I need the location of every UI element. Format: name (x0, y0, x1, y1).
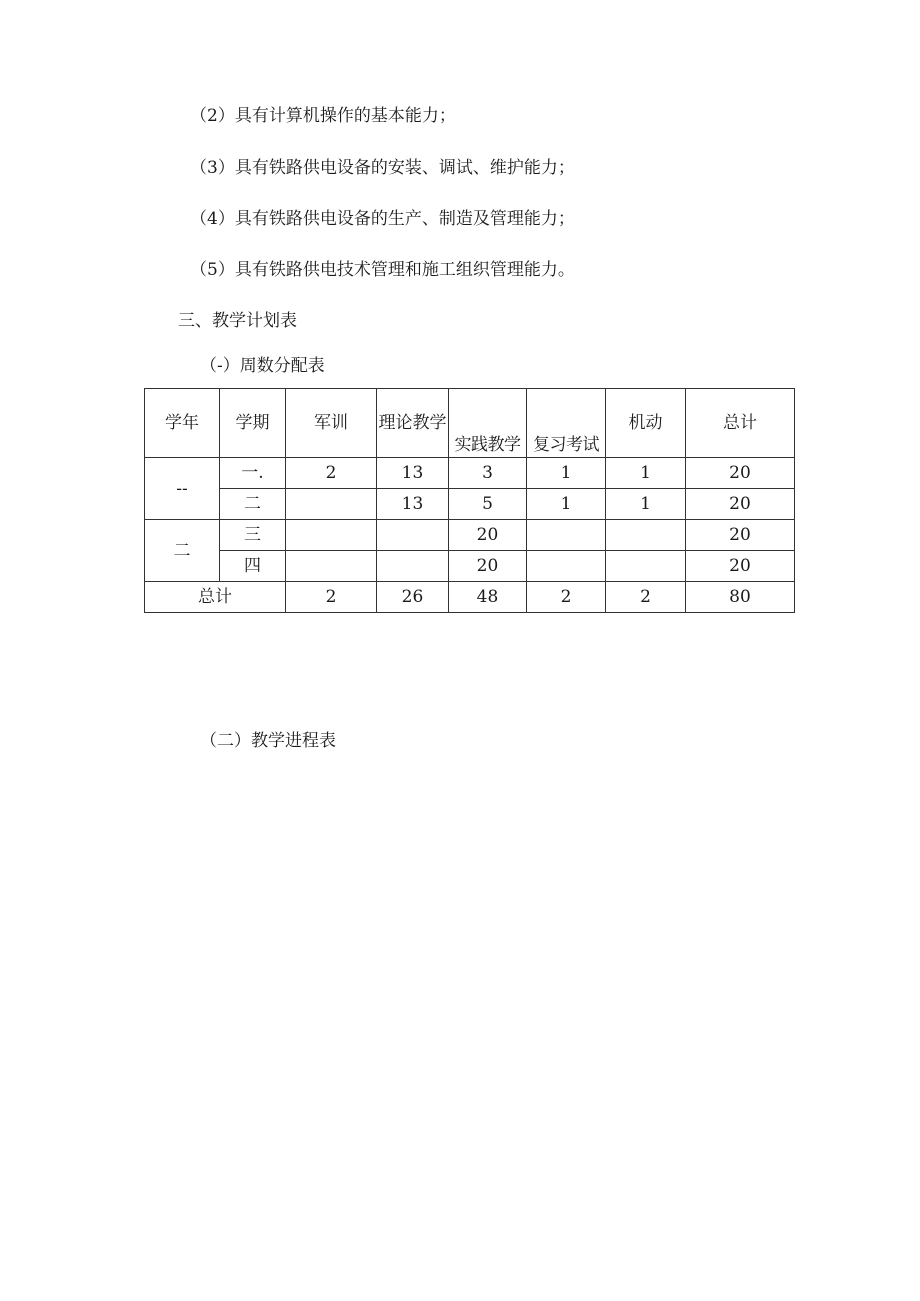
subsection-title-weeks: （-）周数分配表 (200, 356, 325, 376)
exam-cell: 1 (527, 458, 606, 489)
header-theory: 理论教学 (377, 389, 449, 458)
flexible-total: 2 (606, 582, 686, 613)
military-cell (286, 520, 377, 551)
exam-total: 2 (527, 582, 606, 613)
theory-cell: 13 (377, 458, 449, 489)
weeks-allocation-table (144, 388, 795, 613)
flexible-cell (606, 551, 686, 582)
flexible-cell: 1 (606, 458, 686, 489)
table-row (145, 520, 795, 551)
exam-cell (527, 520, 606, 551)
ability-item-3: （3）具有铁路供电设备的安装、调试、维护能力； (190, 158, 575, 178)
military-cell (286, 551, 377, 582)
table-row (145, 551, 795, 582)
header-military: 军训 (286, 389, 377, 458)
exam-cell (527, 551, 606, 582)
military-total: 2 (286, 582, 377, 613)
military-cell (286, 489, 377, 520)
term-cell: 三 (220, 520, 286, 551)
practice-cell: 5 (449, 489, 527, 520)
year-cell: 二 (145, 520, 220, 582)
theory-cell (377, 551, 449, 582)
subsection-title-progress: （二）教学进程表 (200, 731, 336, 751)
total-cell: 20 (686, 520, 795, 551)
header-flexible: 机动 (606, 389, 686, 458)
year-cell: -- (145, 458, 220, 520)
header-term: 学期 (220, 389, 286, 458)
practice-cell: 20 (449, 551, 527, 582)
totals-label: 总计 (145, 582, 286, 613)
practice-cell: 20 (449, 520, 527, 551)
term-cell: 二 (220, 489, 286, 520)
ability-item-5: （5）具有铁路供电技术管理和施工组织管理能力。 (190, 260, 575, 280)
practice-total: 48 (449, 582, 527, 613)
flexible-cell: 1 (606, 489, 686, 520)
theory-total: 26 (377, 582, 449, 613)
header-exam: 复习考试 (527, 389, 606, 458)
military-cell: 2 (286, 458, 377, 489)
ability-item-2: （2）具有计算机操作的基本能力； (190, 106, 456, 126)
section-title: 三、教学计划表 (178, 311, 297, 331)
term-cell: 四 (220, 551, 286, 582)
header-year: 学年 (145, 389, 220, 458)
header-practice: 实践教学 (449, 389, 527, 458)
total-cell: 20 (686, 551, 795, 582)
table-row (145, 489, 795, 520)
theory-cell: 13 (377, 489, 449, 520)
flexible-cell (606, 520, 686, 551)
ability-item-4: （4）具有铁路供电设备的生产、制造及管理能力； (190, 209, 575, 229)
total-cell: 20 (686, 489, 795, 520)
grand-total: 80 (686, 582, 795, 613)
practice-cell: 3 (449, 458, 527, 489)
table-header-row (145, 389, 795, 458)
header-total: 总计 (686, 389, 795, 458)
theory-cell (377, 520, 449, 551)
total-cell: 20 (686, 458, 795, 489)
exam-cell: 1 (527, 489, 606, 520)
table-totals-row (145, 582, 795, 613)
term-cell: 一. (220, 458, 286, 489)
table-row (145, 458, 795, 489)
